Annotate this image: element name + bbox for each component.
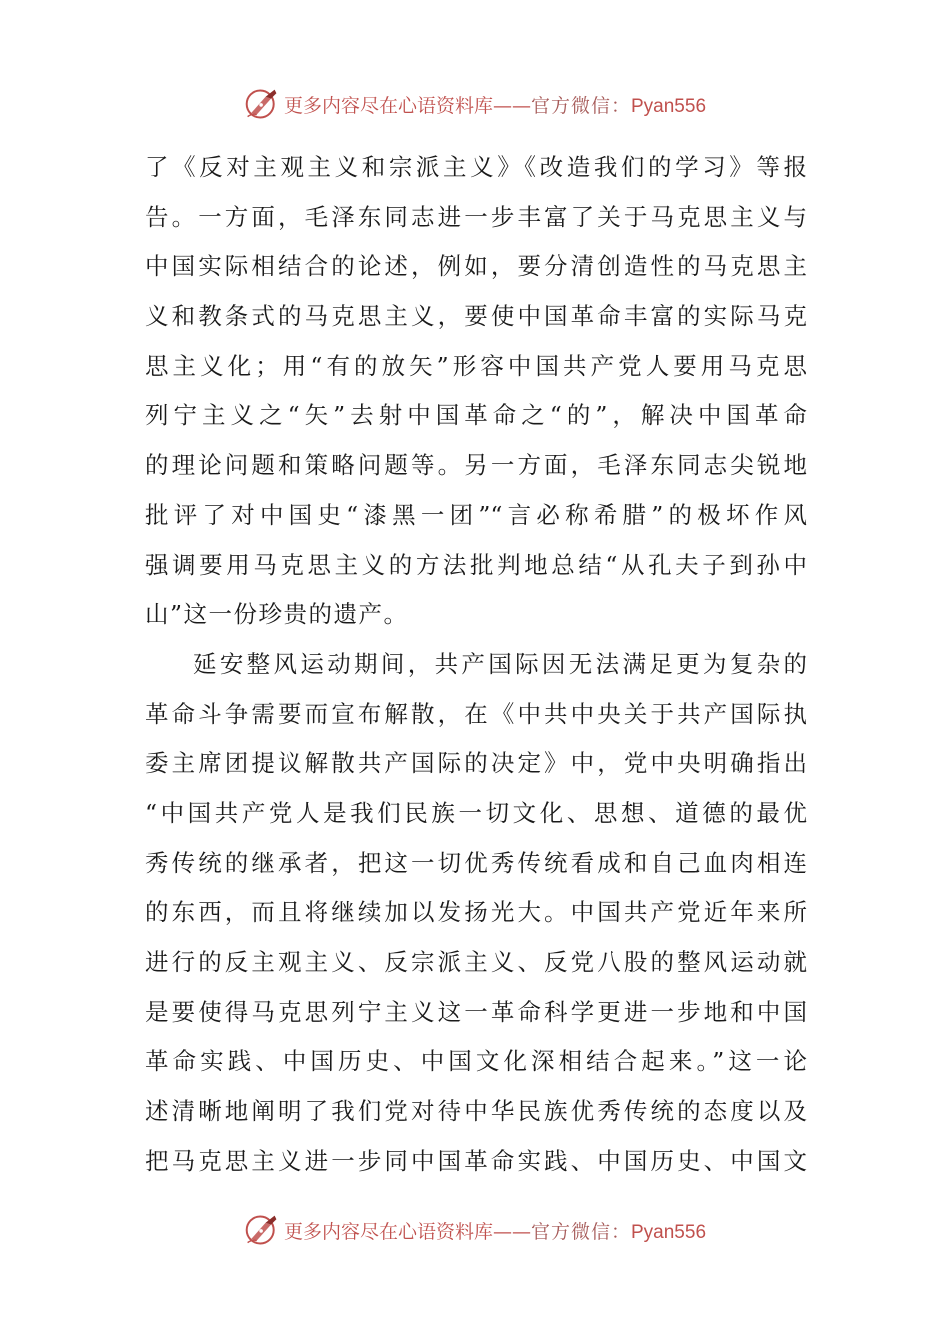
watermark-wechat-id: Pyan556: [631, 1221, 707, 1243]
pen-nib-logo-icon: [244, 86, 280, 122]
text-line: 革命斗争需要而宣布解散，在《中共中央关于共产国际执: [145, 699, 807, 728]
text-line: 批评了对中国史“漆黑一团”“言必称希腊”的极坏作风: [145, 500, 807, 529]
text-line: 告。一方面，毛泽东同志进一步丰富了关于马克思主义与: [145, 202, 807, 231]
watermark-wechat-id: Pyan556: [631, 95, 707, 117]
watermark-site-name: 更多内容尽在心语资料库: [283, 94, 493, 117]
text-line: 的理论问题和策略问题等。另一方面，毛泽东同志尖锐地: [145, 451, 807, 480]
paragraph-end-line: 山”这一份珍贵的遗产。: [145, 600, 409, 629]
text-line: 委主席团提议解散共产国际的决定》中，党中央明确指出: [145, 749, 807, 778]
text-line: 强调要用马克思主义的方法批判地总结“从孔夫子到孙中: [145, 550, 807, 579]
text-line: 了《反对主观主义和宗派主义》《改造我们的学习》等报: [145, 153, 807, 181]
paragraph-start-line: 延安整风运动期间，共产国际因无法满足更为复杂的: [193, 649, 807, 678]
watermark-wechat-label: 官方微信：: [530, 1220, 631, 1243]
text-line: 中国实际相结合的论述，例如，要分清创造性的马克思主: [145, 252, 807, 281]
text-line: 革命实践、中国历史、中国文化深相结合起来。”这一论: [145, 1047, 807, 1076]
watermark-dash: ——: [492, 94, 531, 117]
text-line: 的东西，而且将继续加以发扬光大。中国共产党近年来所: [145, 898, 807, 927]
article-body: [145, 143, 807, 1186]
text-line: 义和教条式的马克思主义，要使中国革命丰富的实际马克: [145, 302, 807, 331]
text-line: “中国共产党人是我们民族一切文化、思想、道德的最优: [145, 798, 807, 827]
watermark-text: [284, 1217, 706, 1244]
text-line: 进行的反主观主义、反宗派主义、反党八股的整风运动就: [145, 948, 807, 976]
text-line: 秀传统的继承者，把这一切优秀传统看成和自己血肉相连: [145, 848, 807, 877]
watermark-dash: ——: [492, 1220, 531, 1243]
pen-nib-logo-icon: [244, 1212, 280, 1248]
text-line: 述清晰地阐明了我们党对待中华民族优秀传统的态度以及: [145, 1097, 807, 1126]
watermark-text: [284, 91, 706, 118]
text-line: 思主义化；用“有的放矢”形容中国共产党人要用马克思: [145, 351, 807, 380]
header-watermark: [0, 84, 950, 124]
text-line: 把马克思主义进一步同中国革命实践、中国历史、中国文: [145, 1146, 807, 1175]
watermark-wechat-label: 官方微信：: [530, 94, 631, 117]
footer-watermark: [0, 1210, 950, 1250]
watermark-site-name: 更多内容尽在心语资料库: [283, 1220, 493, 1243]
text-line: 列宁主义之“矢”去射中国革命之“的”，解决中国革命: [145, 401, 807, 430]
text-line: 是要使得马克思列宁主义这一革命科学更进一步地和中国: [145, 997, 807, 1026]
